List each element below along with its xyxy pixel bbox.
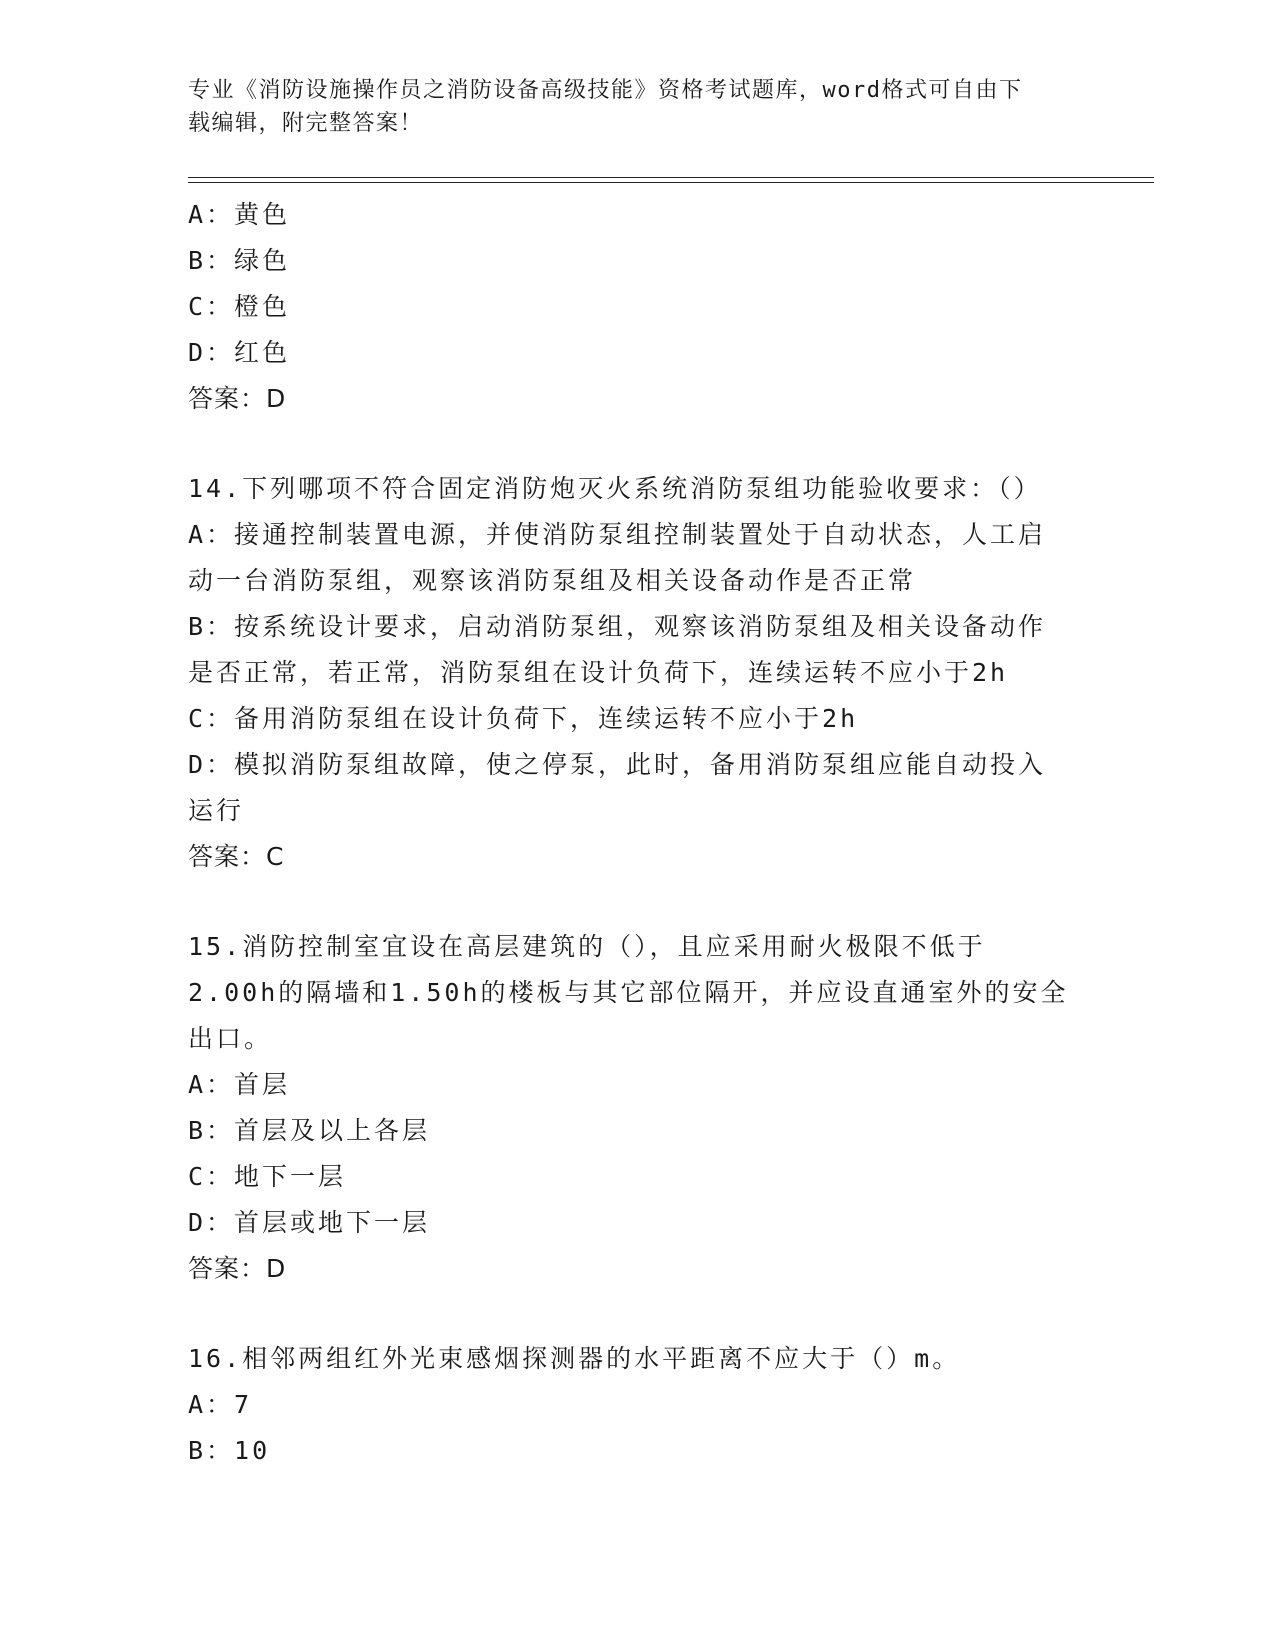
- q15-option-b: B：首层及以上各层: [188, 1116, 431, 1145]
- question-13-options: [188, 192, 1088, 376]
- q14-question: 14.下列哪项不符合固定消防炮灭火系统消防泵组功能验收要求：（）: [188, 474, 1042, 503]
- question-15: [188, 924, 1088, 1246]
- q14-option-c: C：备用消防泵组在设计负荷下，连续运转不应小于2h: [188, 704, 859, 733]
- q15-question-line-1: 15.消防控制室宜设在高层建筑的（），且应采用耐火极限不低于: [188, 932, 986, 961]
- q15-option-d: D：首层或地下一层: [188, 1208, 431, 1237]
- q14-option-b-line-1: B：按系统设计要求，启动消防泵组，观察该消防泵组及相关设备动作: [188, 612, 1047, 641]
- q15-option-a: A：首层: [188, 1070, 291, 1099]
- question-content: [188, 192, 1088, 1474]
- spacer: [188, 1292, 1088, 1336]
- spacer: [188, 422, 1088, 466]
- q15-answer: 答案：D: [188, 1254, 287, 1283]
- q15-question-line-3: 出口。: [188, 1024, 273, 1053]
- q14-option-b-line-2: 是否正常，若正常，消防泵组在设计负荷下，连续运转不应小于2h: [188, 658, 1009, 687]
- q15-question-line-2: 2.00h的隔墙和1.50h的楼板与其它部位隔开，并应设直通室外的安全: [188, 978, 1069, 1007]
- q16-question: 16.相邻两组红外光束感烟探测器的水平距离不应大于（）m。: [188, 1344, 961, 1373]
- q14-option-d-line-2: 运行: [188, 796, 245, 825]
- q14-answer: 答案：C: [188, 842, 285, 871]
- q13-answer: 答案：D: [188, 384, 287, 413]
- q15-option-c: C：地下一层: [188, 1162, 347, 1191]
- q13-option-d: D：红色: [188, 338, 291, 367]
- spacer: [188, 880, 1088, 924]
- q16-option-a: A：7: [188, 1390, 253, 1419]
- q13-option-b: B：绿色: [188, 246, 291, 275]
- header-divider-bottom: [188, 182, 1154, 183]
- q13-option-a: A：黄色: [188, 200, 291, 229]
- q14-option-a-line-2: 动一台消防泵组，观察该消防泵组及相关设备动作是否正常: [188, 566, 917, 595]
- q16-option-b: B：10: [188, 1436, 271, 1465]
- header-line-2: 载编辑，附完整答案！: [188, 111, 424, 136]
- q14-option-a-line-1: A：接通控制装置电源，并使消防泵组控制装置处于自动状态，人工启: [188, 520, 1047, 549]
- header-line-1: 专业《消防设施操作员之消防设备高级技能》资格考试题库，word格式可自由下: [188, 78, 1023, 103]
- document-header: [188, 74, 1088, 140]
- question-16: [188, 1336, 1088, 1474]
- question-14: [188, 466, 1088, 834]
- q14-option-d-line-1: D：模拟消防泵组故障，使之停泵，此时，备用消防泵组应能自动投入: [188, 750, 1047, 779]
- header-divider-top: [188, 177, 1154, 178]
- q13-option-c: C：橙色: [188, 292, 291, 321]
